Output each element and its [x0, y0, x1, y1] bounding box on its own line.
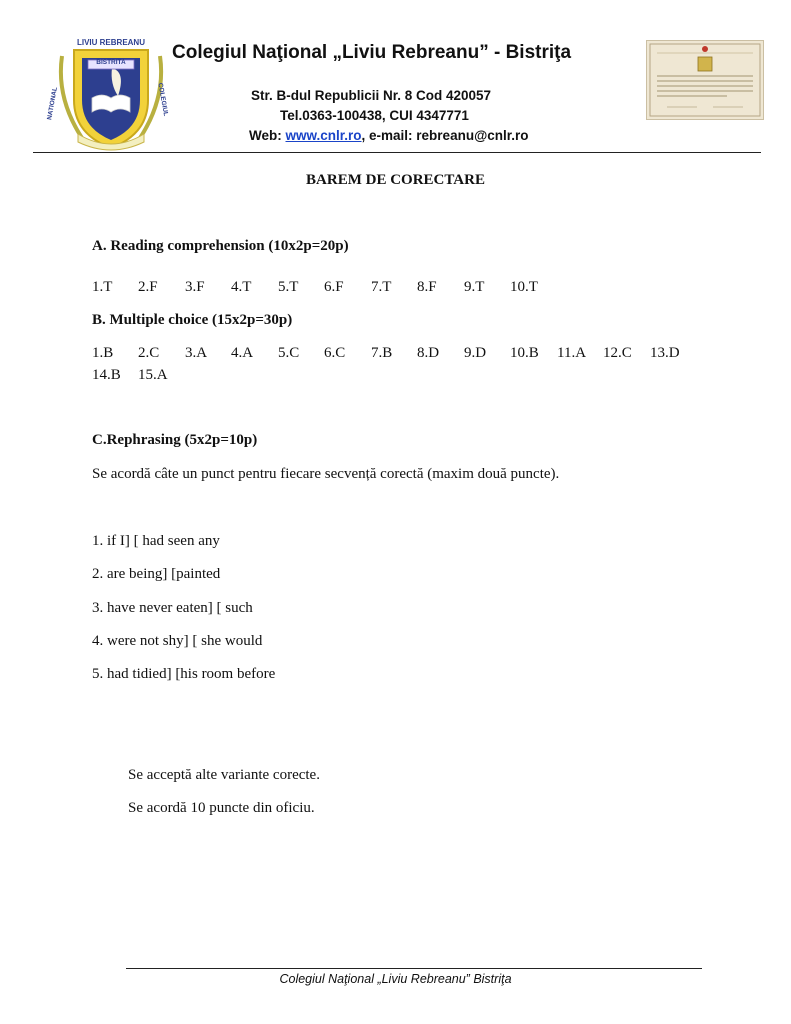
answer-b-6: 6.C — [324, 345, 346, 361]
logo-banner-text: BISTRITA — [96, 59, 126, 66]
logo-right-text: COLEGIUL — [156, 82, 170, 117]
answer-a-3: 3.F — [185, 279, 205, 295]
logo-top-text: LIVIU REBREANU — [76, 38, 145, 47]
answer-b-11: 11.A — [557, 345, 587, 361]
answer-b-14: 14.B — [92, 367, 121, 383]
logo-left-text: NATIONAL — [46, 86, 59, 121]
section-c-instruction: Se acordă câte un punct pentru fiecare secvență corectă (maxim două puncte). — [92, 466, 560, 482]
answer-a-1: 1.T — [92, 279, 113, 295]
certificate-image — [646, 40, 764, 120]
answer-a-7: 7.T — [371, 279, 392, 295]
answer-a-5: 5.T — [278, 279, 299, 295]
section-b-heading: B. Multiple choice (15x2p=30p) — [92, 312, 293, 328]
section-c-heading: C.Rephrasing (5x2p=10p) — [92, 432, 258, 448]
rephrasing-answer-4: 4. were not shy] [ she would — [92, 633, 263, 649]
footer-divider — [126, 968, 702, 969]
school-address: Str. B-dul Republicii Nr. 8 Cod 420057 — [251, 88, 492, 103]
note-alternative-answers: Se acceptă alte variante corecte. — [128, 767, 320, 783]
school-phone-cui: Tel.0363-100438, CUI 4347771 — [280, 108, 469, 123]
answer-a-6: 6.F — [324, 279, 344, 295]
document-title: BAREM DE CORECTARE — [306, 172, 485, 188]
answer-a-2: 2.F — [138, 279, 158, 295]
rephrasing-answer-3: 3. have never eaten] [ such — [92, 600, 253, 616]
web-label: Web: — [249, 128, 286, 143]
answer-b-1: 1.B — [92, 345, 114, 361]
answer-b-13: 13.D — [650, 345, 680, 361]
answer-b-12: 12.C — [603, 345, 632, 361]
school-name: Colegiul Naţional „Liviu Rebreanu” - Bistriţa — [172, 42, 572, 63]
email-text: , e-mail: rebreanu@cnlr.ro — [361, 128, 529, 143]
answer-b-8: 8.D — [417, 345, 440, 361]
answer-b-10: 10.B — [510, 345, 539, 361]
answer-b-9: 9.D — [464, 345, 487, 361]
answer-a-4: 4.T — [231, 279, 252, 295]
header-divider — [33, 152, 761, 153]
website-link[interactable]: www.cnlr.ro — [285, 128, 362, 143]
rephrasing-answer-5: 5. had tidied] [his room before — [92, 666, 276, 682]
section-a-heading: A. Reading comprehension (10x2p=20p) — [92, 238, 349, 254]
answer-a-8: 8.F — [417, 279, 437, 295]
answer-a-9: 9.T — [464, 279, 485, 295]
footer-text: Colegiul Naţional „Liviu Rebreanu” Bistriţa — [279, 972, 512, 986]
rephrasing-answer-1: 1. if I] [ had seen any — [92, 533, 220, 549]
answer-b-2: 2.C — [138, 345, 160, 361]
school-contact-line — [249, 128, 529, 143]
answer-b-4: 4.A — [231, 345, 254, 361]
rephrasing-answer-2: 2. are being] [painted — [92, 566, 221, 582]
answer-b-15: 15.A — [138, 367, 168, 383]
school-logo — [46, 38, 170, 154]
note-default-points: Se acordă 10 puncte din oficiu. — [128, 800, 315, 816]
answer-b-3: 3.A — [185, 345, 208, 361]
answer-a-10: 10.T — [510, 279, 538, 295]
answer-b-5: 5.C — [278, 345, 300, 361]
answer-b-7: 7.B — [371, 345, 393, 361]
